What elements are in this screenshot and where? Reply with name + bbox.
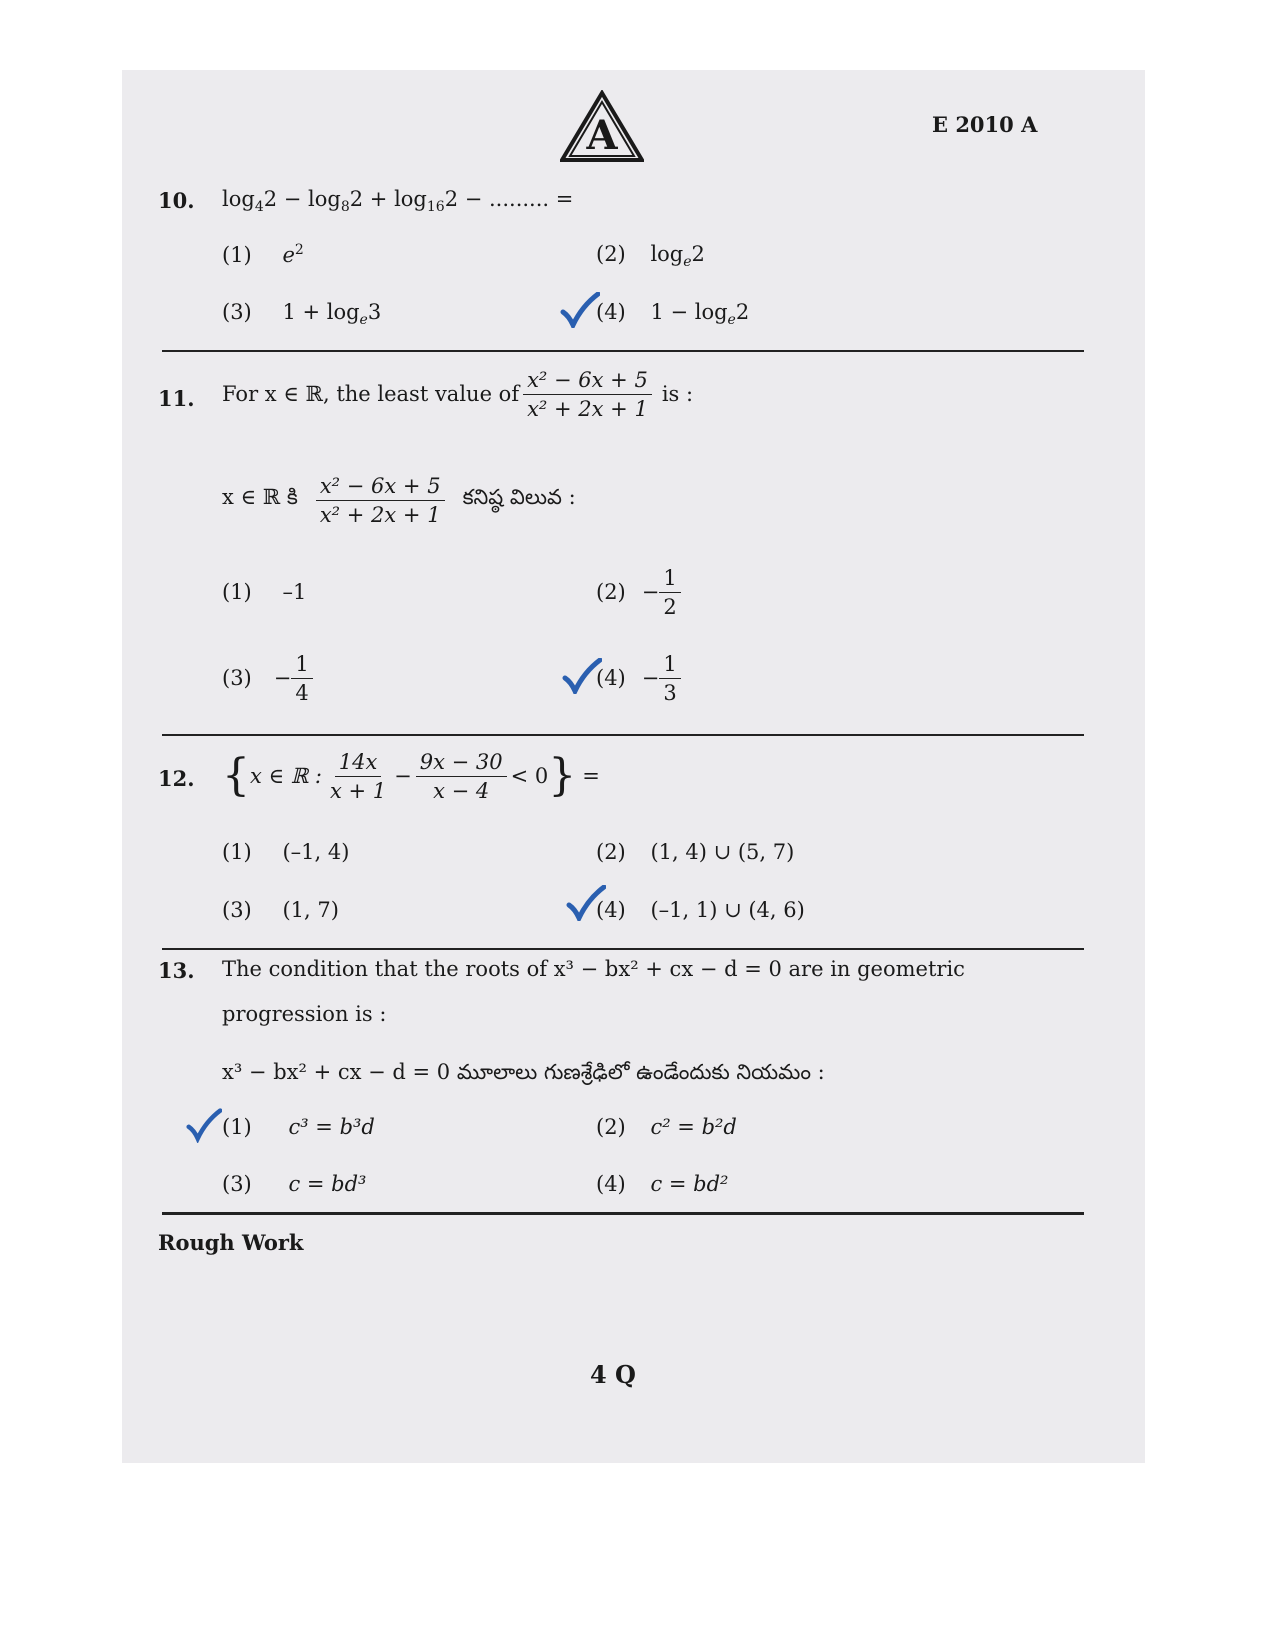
question-number: 10. (158, 188, 195, 213)
option-4[interactable] (596, 898, 805, 922)
option-sign: − (641, 580, 660, 604)
option-label: (2) (596, 840, 626, 864)
fraction (659, 566, 680, 619)
fraction-numerator: 14x (335, 750, 382, 777)
fraction (659, 652, 680, 705)
booklet-series-logo (560, 90, 644, 164)
option-1[interactable] (222, 840, 349, 864)
option-value: (–1, 4) (282, 840, 350, 864)
stem-sub: 4 (254, 199, 264, 216)
option-label: (1) (222, 580, 252, 604)
option-4[interactable] (596, 648, 685, 708)
option-label: (4) (596, 300, 626, 324)
operator: = (582, 764, 600, 788)
stem-sub: 16 (426, 199, 445, 216)
option-sup: 2 (294, 242, 304, 258)
option-sign: − (273, 666, 292, 690)
option-value: (1, 7) (282, 898, 339, 922)
stem-lead: For x ∈ ℝ, the least value of (222, 382, 520, 406)
exam-page (122, 70, 1145, 1463)
question-stem-telugu: x³ − bx² + cx − d = 0 మూలాలు గుణశ్రేఢిలో ఉండేందుకు నియమం : (222, 1060, 825, 1084)
fraction-denominator: 2 (663, 594, 677, 619)
fraction-numerator: 1 (659, 652, 680, 679)
option-label: (3) (222, 1172, 252, 1196)
operator: − (394, 764, 412, 788)
option-2[interactable] (596, 840, 794, 864)
option-value: c³ = b³d (288, 1115, 375, 1139)
fraction-denominator: x − 4 (433, 778, 490, 803)
option-value: e (282, 243, 295, 267)
fraction-numerator: 1 (659, 566, 680, 593)
stem-lead: x ∈ ℝ కి (222, 485, 298, 509)
rough-work-heading: Rough Work (158, 1230, 304, 1255)
fraction-numerator: 9x − 30 (416, 750, 507, 777)
option-3[interactable] (222, 648, 317, 708)
option-3[interactable] (222, 300, 381, 328)
question-number: 13. (158, 958, 195, 983)
option-label: (2) (596, 580, 626, 604)
option-label: (3) (222, 898, 252, 922)
option-value: 3 (367, 300, 382, 324)
question-stem-continued: progression is : (222, 1002, 387, 1026)
option-value: 2 (691, 242, 705, 266)
option-4[interactable] (596, 1172, 728, 1196)
option-label: (1) (222, 1115, 252, 1139)
option-value: 1 + log (282, 300, 360, 324)
option-label: (4) (596, 666, 626, 690)
option-label: (3) (222, 666, 252, 690)
option-1[interactable] (222, 580, 306, 604)
stem-part: 2 − ......... = (444, 187, 574, 211)
option-label: (4) (596, 1172, 626, 1196)
option-value: (–1, 1) ∪ (4, 6) (650, 898, 805, 922)
question-number: 12. (158, 766, 195, 791)
brace-left-icon: { (222, 750, 250, 801)
paper-code: E 2010 A (932, 112, 1038, 137)
fraction-numerator: x² − 6x + 5 (316, 474, 445, 501)
fraction-denominator: x² + 2x + 1 (527, 396, 648, 421)
stem-part: 2 + log (349, 187, 427, 211)
brace-right-icon: } (548, 750, 577, 801)
option-value: 1 − log (650, 300, 728, 324)
page-number: 4 Q (590, 1360, 636, 1389)
option-3[interactable] (222, 898, 339, 922)
question-divider (162, 350, 1084, 352)
option-2[interactable] (596, 562, 685, 622)
answer-tick-icon (186, 1107, 222, 1143)
fraction (316, 474, 445, 527)
option-sub: e (727, 312, 736, 329)
option-label: (3) (222, 300, 252, 324)
option-4[interactable] (596, 300, 749, 328)
fraction (416, 750, 507, 803)
question-stem (222, 362, 693, 426)
question-divider (162, 734, 1084, 736)
question-stem: The condition that the roots of x³ − bx² + cx − d = 0 are in geometric (222, 957, 965, 981)
rough-work-divider (162, 1212, 1084, 1215)
stem-sub: 8 (340, 199, 350, 216)
option-label: (2) (596, 1115, 626, 1139)
fraction (523, 368, 652, 421)
option-value: c² = b²d (650, 1115, 737, 1139)
logo-letter: A (586, 112, 618, 159)
option-value: c = bd² (650, 1172, 729, 1196)
option-label: (2) (596, 242, 626, 266)
option-sub: e (359, 312, 368, 329)
set-lead: x ∈ ℝ : (250, 764, 322, 788)
question-number: 11. (158, 386, 195, 411)
fraction-denominator: 4 (295, 680, 309, 705)
option-label: (4) (596, 898, 626, 922)
stem-tail: is : (661, 382, 694, 406)
option-sub: e (683, 254, 692, 271)
option-sign: − (641, 666, 660, 690)
fraction (326, 750, 390, 803)
fraction-numerator: 1 (291, 652, 312, 679)
option-value: c = bd³ (288, 1172, 367, 1196)
inequality: < 0 (510, 764, 549, 788)
option-label: (1) (222, 840, 252, 864)
fraction-denominator: x² + 2x + 1 (319, 502, 441, 527)
question-stem (222, 744, 600, 808)
option-value: (1, 4) ∪ (5, 7) (650, 840, 795, 864)
fraction-denominator: x + 1 (329, 778, 387, 803)
option-1[interactable] (222, 242, 304, 267)
stem-part: 2 − log (263, 187, 341, 211)
answer-tick-icon (560, 292, 600, 328)
option-label: (1) (222, 243, 252, 267)
fraction-denominator: 3 (663, 680, 677, 705)
fraction-numerator: x² − 6x + 5 (523, 368, 652, 395)
stem-tail: కనిష్ఠ విలువ : (462, 485, 576, 509)
fraction (291, 652, 312, 705)
option-value: 2 (735, 300, 750, 324)
option-1[interactable] (222, 1115, 375, 1139)
option-3[interactable] (222, 1172, 366, 1196)
option-value: log (650, 242, 684, 266)
question-divider (162, 948, 1084, 950)
option-2[interactable] (596, 242, 705, 270)
option-value: –1 (282, 580, 307, 604)
question-stem (222, 187, 573, 215)
question-stem-telugu (222, 468, 576, 532)
option-2[interactable] (596, 1115, 737, 1139)
stem-part: log (222, 187, 255, 211)
